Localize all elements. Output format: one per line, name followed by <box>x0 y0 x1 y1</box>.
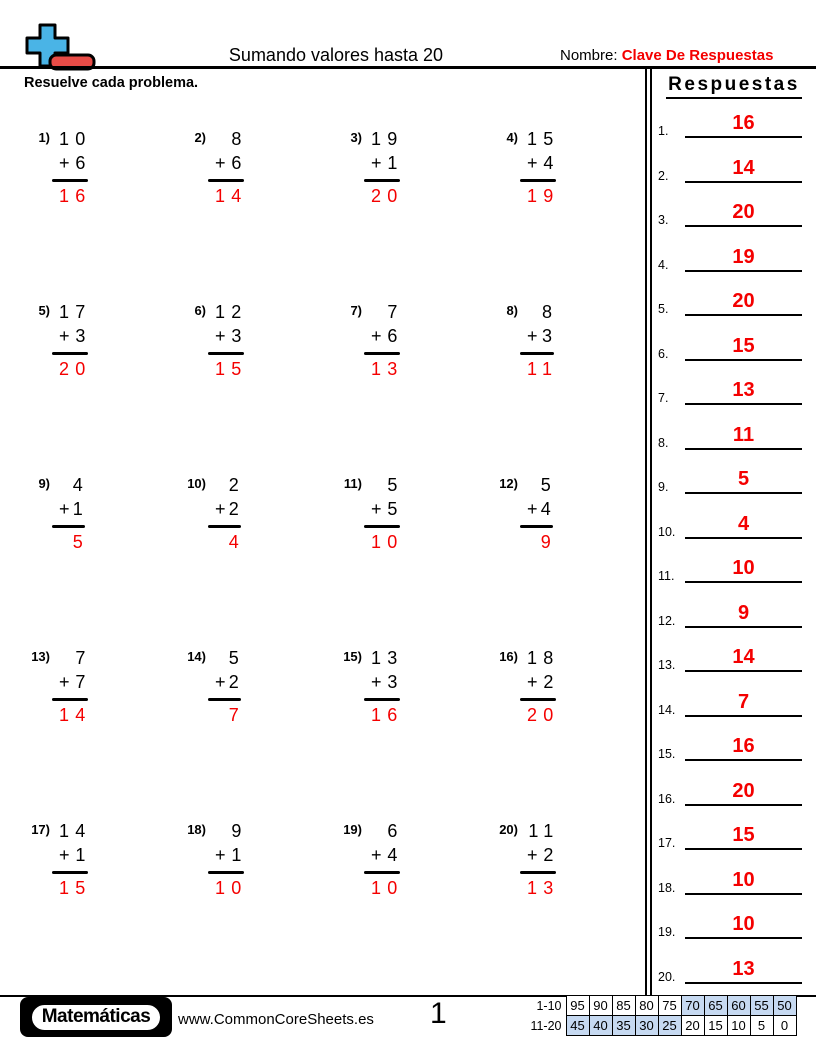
problem-number: 3) <box>350 130 362 145</box>
plus-sign: + <box>215 845 226 866</box>
problem-work <box>215 646 245 812</box>
answer-value: 15 <box>732 824 755 846</box>
top-operand: 9 <box>231 821 248 841</box>
equals-line <box>208 179 244 182</box>
answer-number: 20. <box>658 969 676 984</box>
bottom-operand-row <box>215 324 248 348</box>
plus-sign: + <box>527 153 538 174</box>
bottom-operand: 6 <box>387 326 404 347</box>
answer-blank-line <box>685 247 802 272</box>
problem-number: 6) <box>194 303 206 318</box>
bottom-operand-row <box>371 843 404 867</box>
top-operand: 12 <box>215 302 248 322</box>
problem-answer: 15 <box>215 358 248 379</box>
problem-answer: 13 <box>371 358 404 379</box>
bottom-operand: 4 <box>387 845 404 866</box>
problem-work <box>371 127 404 293</box>
problem-number: 20) <box>499 822 518 837</box>
answer-value: 16 <box>732 735 755 757</box>
score-cell: 60 <box>727 996 750 1016</box>
problem <box>24 812 180 985</box>
answer-value: 13 <box>732 379 755 401</box>
bottom-operand: 1 <box>75 845 92 866</box>
problem-answer: 20 <box>527 704 560 725</box>
equals-line <box>208 525 241 528</box>
problem <box>336 466 492 639</box>
problem <box>180 120 336 293</box>
bottom-operand: 3 <box>231 326 248 347</box>
problem-answer: 11 <box>527 358 559 379</box>
answer-item <box>658 272 802 317</box>
answer-blank-line <box>685 603 802 628</box>
answer-number: 19. <box>658 925 676 939</box>
answer-item <box>658 183 802 228</box>
problem-number: 7) <box>350 303 362 318</box>
score-cell: 25 <box>658 1016 681 1036</box>
answer-blank-line <box>685 380 802 405</box>
equals-line <box>52 179 88 182</box>
answer-blank-line <box>685 158 802 183</box>
score-cell: 55 <box>750 996 773 1016</box>
answer-blank-line <box>685 202 802 227</box>
problem-work <box>215 300 248 466</box>
problem <box>336 639 492 812</box>
problem-answer: 13 <box>527 877 560 898</box>
answer-value: 10 <box>732 557 755 579</box>
top-operand: 13 <box>371 648 404 668</box>
bottom-operand: 2 <box>228 672 245 693</box>
equals-line <box>520 871 556 874</box>
score-cell: 80 <box>635 996 658 1016</box>
answer-number: 5. <box>658 302 669 316</box>
problem <box>492 639 648 812</box>
answer-number: 4. <box>658 257 669 272</box>
problem-answer: 10 <box>371 531 404 552</box>
plus-sign: + <box>215 326 226 347</box>
answer-value: 4 <box>737 512 750 535</box>
answer-blank-line <box>685 113 802 138</box>
bottom-operand-row <box>215 670 245 694</box>
answer-blank-line <box>685 692 802 717</box>
answer-value: 15 <box>732 334 755 357</box>
problem-number: 5) <box>38 303 50 318</box>
bottom-operand: 2 <box>543 845 560 866</box>
bottom-operand-row <box>527 843 560 867</box>
problem <box>24 293 180 466</box>
bottom-operand: 2 <box>228 499 245 520</box>
bottom-operand: 3 <box>75 326 92 347</box>
score-row-label: 1-10 <box>536 998 562 1013</box>
answer-number: 12. <box>658 613 676 628</box>
problem-answer: 19 <box>527 185 560 206</box>
answer-number: 9. <box>658 480 669 494</box>
answer-blank-line <box>685 959 802 984</box>
problem-answer: 10 <box>215 877 248 898</box>
problem <box>492 120 648 293</box>
plus-sign: + <box>527 672 538 693</box>
problem-work <box>371 819 404 985</box>
equals-line <box>208 698 241 701</box>
problem-answer: 20 <box>59 358 92 379</box>
plus-sign: + <box>59 326 70 347</box>
problem-work <box>59 473 89 639</box>
answer-item <box>658 895 802 940</box>
answer-blank-line <box>685 647 802 672</box>
problem-work <box>527 473 557 639</box>
equals-line <box>364 698 400 701</box>
answer-item <box>658 717 802 762</box>
problem-answer: 9 <box>540 531 557 552</box>
answer-item <box>658 138 802 183</box>
problem-number: 15) <box>343 649 362 664</box>
brand-logo <box>20 997 172 1037</box>
plus-sign: + <box>215 672 226 693</box>
problem-work <box>59 127 92 293</box>
bottom-operand-row <box>371 324 404 348</box>
answer-item <box>658 628 802 673</box>
answer-value: 14 <box>732 156 755 179</box>
answer-value: 9 <box>737 601 750 624</box>
plus-sign: + <box>527 326 538 347</box>
score-cell: 5 <box>750 1016 773 1036</box>
bottom-operand: 5 <box>387 499 404 520</box>
name-line <box>560 47 773 64</box>
answer-number: 3. <box>658 213 669 227</box>
problem-work <box>527 127 560 293</box>
answer-number: 16. <box>658 791 676 806</box>
answer-number: 14. <box>658 702 676 717</box>
top-operand: 8 <box>541 302 559 322</box>
answer-item <box>658 405 802 450</box>
name-value: Clave De Respuestas <box>621 47 774 64</box>
score-cell: 0 <box>773 1016 796 1036</box>
answers-title: Respuestas <box>652 74 816 99</box>
problem-work <box>527 646 560 812</box>
problem <box>336 812 492 985</box>
problem-answer: 4 <box>228 531 245 552</box>
answer-number: 6. <box>658 346 669 361</box>
score-cell: 65 <box>704 996 727 1016</box>
equals-line <box>520 179 556 182</box>
top-operand: 10 <box>59 129 92 149</box>
bottom-operand: 6 <box>231 153 248 174</box>
answer-value: 19 <box>732 245 755 268</box>
problem-number: 17) <box>31 822 50 837</box>
bottom-operand: 7 <box>75 672 92 693</box>
equals-line <box>520 525 553 528</box>
bottom-operand-row <box>59 324 92 348</box>
header-rule <box>0 66 816 69</box>
plus-sign: + <box>215 153 226 174</box>
problem-work <box>215 127 248 293</box>
score-cell: 30 <box>635 1016 658 1036</box>
answers-list <box>658 94 802 984</box>
answer-blank-line <box>685 558 802 583</box>
problem-work <box>527 300 558 466</box>
score-row <box>524 1016 796 1036</box>
equals-line <box>364 179 400 182</box>
answer-item <box>658 494 802 539</box>
answer-blank-line <box>685 825 802 850</box>
problem-work <box>59 819 92 985</box>
answer-number: 8. <box>658 435 669 450</box>
problem <box>180 812 336 985</box>
bottom-operand-row <box>215 843 248 867</box>
answer-number: 10. <box>658 524 676 539</box>
score-row-label: 11-20 <box>530 1018 562 1033</box>
bottom-operand-row <box>59 151 92 175</box>
score-cell: 40 <box>589 1016 612 1036</box>
answer-value: 20 <box>732 290 755 312</box>
top-operand: 18 <box>527 648 560 668</box>
plus-sign: + <box>371 326 382 347</box>
problem-number: 4) <box>506 130 518 145</box>
problem-answer: 7 <box>228 704 245 725</box>
answer-value: 7 <box>737 690 750 713</box>
top-operand: 2 <box>228 475 245 495</box>
equals-line <box>364 525 400 528</box>
bottom-operand-row <box>215 497 245 521</box>
equals-line <box>52 525 85 528</box>
answer-value: 20 <box>732 201 755 223</box>
problem-answer: 5 <box>72 531 89 552</box>
problem-work <box>371 473 404 639</box>
top-operand: 17 <box>59 302 92 322</box>
problem <box>336 120 492 293</box>
equals-line <box>364 352 400 355</box>
equals-line <box>52 871 88 874</box>
answer-item <box>658 806 802 851</box>
problem-answer: 10 <box>371 877 404 898</box>
top-operand: 7 <box>387 302 404 322</box>
score-cell: 50 <box>773 996 796 1016</box>
answer-number: 1. <box>658 124 669 138</box>
problem-number: 14) <box>187 649 206 664</box>
problems-grid <box>24 120 648 985</box>
answer-blank-line <box>685 514 802 539</box>
bottom-operand-row <box>527 324 558 348</box>
problem-answer: 20 <box>371 185 404 206</box>
equals-line <box>208 352 244 355</box>
top-operand: 5 <box>387 475 404 495</box>
top-operand: 7 <box>75 648 92 668</box>
answer-item <box>658 450 802 495</box>
bottom-operand: 6 <box>75 153 92 174</box>
answer-item <box>658 939 802 984</box>
answer-value: 10 <box>732 868 755 891</box>
top-operand: 5 <box>540 475 557 495</box>
answer-item <box>658 94 802 139</box>
problem-number: 2) <box>194 130 206 145</box>
equals-line <box>520 352 554 355</box>
problem-work <box>215 819 248 985</box>
top-operand: 4 <box>72 475 89 495</box>
answer-item <box>658 761 802 806</box>
bottom-operand-row <box>59 497 89 521</box>
bottom-operand-row <box>527 670 560 694</box>
problem-number: 8) <box>506 303 518 318</box>
answer-blank-line <box>685 469 802 494</box>
score-row <box>524 996 796 1016</box>
page-number: 1 <box>430 997 447 1030</box>
answer-blank-line <box>685 425 802 450</box>
name-label: Nombre: <box>560 47 618 64</box>
problem-work <box>527 819 560 985</box>
equals-line <box>364 871 400 874</box>
plus-sign: + <box>59 499 70 520</box>
problem-number: 11) <box>343 476 362 491</box>
problem-answer: 15 <box>59 877 92 898</box>
problem-number: 19) <box>343 822 362 837</box>
bottom-operand: 1 <box>387 153 404 174</box>
equals-line <box>52 698 88 701</box>
problem-work <box>371 300 404 466</box>
score-cell: 75 <box>658 996 681 1016</box>
top-operand: 11 <box>528 821 560 841</box>
score-cell: 70 <box>681 996 704 1016</box>
answer-value: 11 <box>732 423 755 446</box>
problem <box>24 639 180 812</box>
answer-blank-line <box>685 291 802 316</box>
plus-sign: + <box>371 672 382 693</box>
problem-answer: 16 <box>371 704 404 725</box>
score-table <box>524 995 797 1036</box>
problem <box>492 293 648 466</box>
bottom-operand-row <box>215 151 248 175</box>
bottom-operand-row <box>59 670 92 694</box>
answer-number: 7. <box>658 391 669 405</box>
problem-number: 16) <box>499 649 518 664</box>
answer-blank-line <box>685 736 802 761</box>
problem <box>180 293 336 466</box>
problem-number: 12) <box>499 476 518 491</box>
problem <box>180 639 336 812</box>
problem-number: 18) <box>187 822 206 837</box>
bottom-operand: 4 <box>540 499 557 520</box>
plus-sign: + <box>527 845 538 866</box>
bottom-operand-row <box>527 497 557 521</box>
plus-sign: + <box>371 153 382 174</box>
score-cell: 20 <box>681 1016 704 1036</box>
plus-sign: + <box>59 153 70 174</box>
bottom-operand-row <box>371 151 404 175</box>
score-cell: 45 <box>566 1016 589 1036</box>
plus-sign: + <box>215 499 226 520</box>
answer-item <box>658 672 802 717</box>
problem <box>336 293 492 466</box>
answer-number: 11. <box>658 569 675 583</box>
problem-answer: 14 <box>215 185 248 206</box>
answer-number: 2. <box>658 168 669 183</box>
instructions-text: Resuelve cada problema. <box>24 75 199 91</box>
top-operand: 14 <box>59 821 92 841</box>
score-cell: 10 <box>727 1016 750 1036</box>
problem-work <box>59 300 92 466</box>
website-text: www.CommonCoreSheets.es <box>178 1011 374 1028</box>
problem <box>492 812 648 985</box>
answer-number: 13. <box>658 658 676 672</box>
plus-sign: + <box>527 499 538 520</box>
problem-number: 9) <box>38 476 50 491</box>
answer-number: 17. <box>658 836 676 850</box>
score-cell: 85 <box>612 996 635 1016</box>
plus-sign: + <box>59 845 70 866</box>
answer-item <box>658 583 802 628</box>
plus-sign: + <box>371 845 382 866</box>
answer-item <box>658 361 802 406</box>
top-operand: 5 <box>228 648 245 668</box>
problem-number: 13) <box>31 649 50 664</box>
bottom-operand-row <box>527 151 560 175</box>
answer-value: 5 <box>737 468 750 490</box>
bottom-operand: 1 <box>231 845 248 866</box>
answer-blank-line <box>685 914 802 939</box>
answer-item <box>658 227 802 272</box>
answer-item <box>658 539 802 584</box>
plus-sign: + <box>59 672 70 693</box>
problem-work <box>215 473 245 639</box>
top-operand: 19 <box>371 129 404 149</box>
bottom-operand: 3 <box>541 326 559 347</box>
problem <box>180 466 336 639</box>
top-operand: 8 <box>231 129 248 149</box>
brand-label: Matemáticas <box>29 1002 164 1033</box>
bottom-operand-row <box>371 670 404 694</box>
answer-value: 13 <box>732 957 755 980</box>
problem-number: 10) <box>187 476 206 491</box>
answer-value: 10 <box>732 913 755 935</box>
top-operand: 6 <box>387 821 404 841</box>
plus-sign: + <box>371 499 382 520</box>
answer-value: 20 <box>732 779 755 802</box>
answer-blank-line <box>685 781 802 806</box>
equals-line <box>52 352 88 355</box>
problem-work <box>371 646 404 812</box>
equals-line <box>208 871 244 874</box>
problem-answer: 14 <box>59 704 92 725</box>
answer-number: 15. <box>658 747 676 761</box>
answer-number: 18. <box>658 880 676 895</box>
bottom-operand-row <box>371 497 404 521</box>
bottom-operand: 1 <box>72 499 89 520</box>
problem-work <box>59 646 92 812</box>
bottom-operand: 4 <box>543 153 560 174</box>
problem <box>492 466 648 639</box>
bottom-operand: 2 <box>543 672 560 693</box>
top-operand: 15 <box>527 129 560 149</box>
score-cell: 95 <box>566 996 589 1016</box>
answer-item <box>658 316 802 361</box>
answer-value: 14 <box>732 646 755 668</box>
problem <box>24 466 180 639</box>
bottom-operand: 3 <box>387 672 404 693</box>
problem-answer: 16 <box>59 185 92 206</box>
score-cell: 90 <box>589 996 612 1016</box>
problem-number: 1) <box>38 130 50 145</box>
answer-blank-line <box>685 336 802 361</box>
problem <box>24 120 180 293</box>
answer-item <box>658 850 802 895</box>
answer-value: 16 <box>732 112 755 134</box>
answer-blank-line <box>685 870 802 895</box>
score-cell: 15 <box>704 1016 727 1036</box>
equals-line <box>520 698 556 701</box>
page-title: Sumando valores hasta 20 <box>228 45 444 65</box>
bottom-operand-row <box>59 843 92 867</box>
score-cell: 35 <box>612 1016 635 1036</box>
